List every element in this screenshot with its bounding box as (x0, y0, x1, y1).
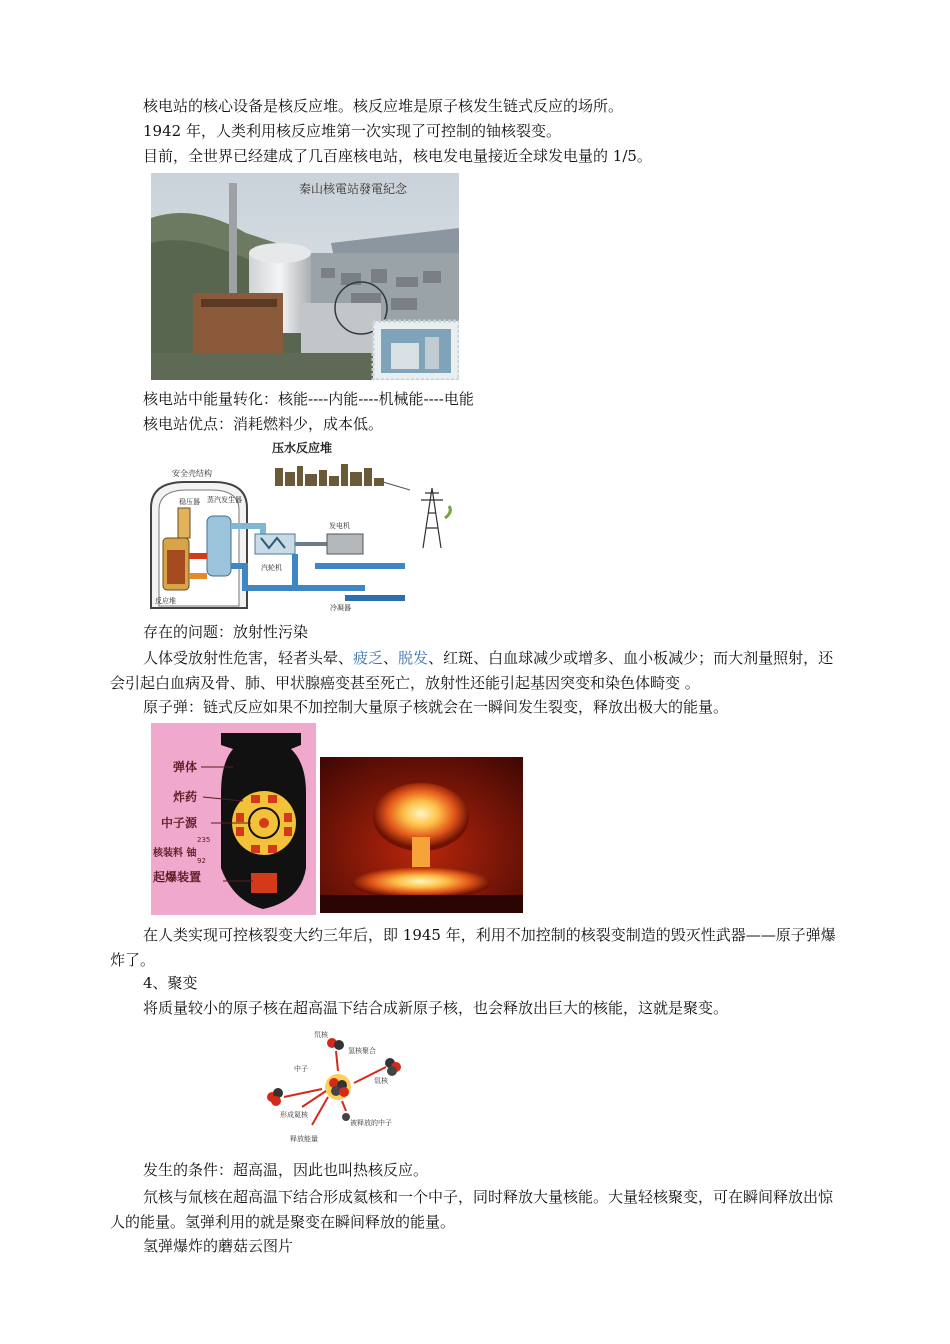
atomic-bomb-paragraph: 在人类实现可控核裂变大约三年后，即 1945 年，利用不加控制的核裂变制造的毁灭性武器——原子弹爆炸了。 (110, 926, 836, 969)
pwr-label-containment: 安全壳结构 (172, 469, 212, 478)
mushroom-cloud-photo (320, 757, 523, 913)
pwr-label-condenser: 冷凝器 (330, 604, 351, 612)
bomb-label-explosive: 炸药 (173, 790, 198, 804)
fusion-label-helium: 形成氦核 (280, 1111, 308, 1119)
radiation-keyword-fatigue[interactable]: 疲乏 (353, 649, 384, 667)
fusion-label-energy: 释放能量 (290, 1135, 318, 1143)
atomic-bomb-diagram (151, 723, 316, 915)
text-line-advantage: 核电站优点：消耗燃料少，成本低。 (143, 415, 384, 433)
text-line-fusion-condition: 发生的条件：超高温，因此也叫热核反应。 (143, 1161, 429, 1179)
photo-caption: 秦山核電站發電紀念 (299, 182, 408, 196)
fusion-paragraph: 氘核与氚核在超高温下结合形成氦核和一个中子，同时释放大量核能。大量轻核聚变，可在瞬间释放出惊人的能量。氢弹利用的就是聚变在瞬间释放的能量。 (110, 1188, 834, 1231)
text-line-reactor-core: 核电站的核心设备是核反应堆。核反应堆是原子核发生链式反应的场所。 (143, 97, 624, 115)
text-line-1942: 1942 年，人类利用核反应堆第一次实现了可控制的铀核裂变。 (143, 122, 561, 140)
text-line-energy-conversion: 核电站中能量转化：核能----内能----机械能----电能 (143, 390, 474, 408)
pwr-label-pressurizer: 稳压器 (179, 498, 200, 506)
bomb-mass-number: 235 (197, 836, 211, 844)
pwr-title: 压水反应堆 (272, 441, 333, 455)
fusion-label-tritium: 氚核 (374, 1077, 388, 1085)
text-line-problem: 存在的问题：放射性污染 (143, 623, 309, 641)
bomb-label-fuel: 核装料 铀 (153, 848, 197, 859)
bomb-label-detonator: 起爆装置 (153, 870, 202, 884)
fusion-label-neutron: 中子 (294, 1065, 308, 1073)
bomb-label-neutron-source: 中子源 (161, 816, 198, 830)
fusion-label-fusion: 氢核聚合 (348, 1047, 376, 1055)
text-line-atomic-bomb: 原子弹：链式反应如果不加控制大量原子核就会在一瞬间发生裂变，释放出极大的能量。 (143, 698, 729, 716)
pwr-label-turbine: 汽轮机 (261, 564, 282, 572)
bomb-label-body: 弹体 (173, 760, 198, 774)
radiation-paragraph (110, 646, 842, 695)
radiation-keyword-hair-loss[interactable]: 脱发 (398, 649, 429, 667)
fusion-diagram (262, 1025, 412, 1150)
text-line-fusion-definition: 将质量较小的原子核在超高温下结合成新原子核，也会释放出巨大的核能，这就是聚变。 (143, 999, 729, 1017)
pwr-label-steam-generator: 蒸汽发生器 (207, 496, 242, 504)
radiation-separator: 、 (383, 649, 399, 667)
radiation-text-2: 、红斑、白血球减少或增多、血小板减少；而大剂量照射，还会引起白血病及骨、肺、甲状腺癌变甚至死亡，放射性还能引起基因突变和染色体畸变 。 (110, 649, 834, 692)
pwr-diagram (145, 438, 457, 613)
pwr-label-generator: 发电机 (329, 522, 350, 530)
nuclear-plant-photo (151, 173, 459, 380)
fusion-label-deuterium: 氘核 (314, 1031, 328, 1039)
radiation-text-1: 人体受放射性危害，轻者头晕、 (143, 649, 354, 667)
fusion-label-released-neutron: 被释放的中子 (350, 1119, 392, 1127)
bomb-atomic-number: 92 (197, 857, 206, 865)
text-line-worldwide: 目前，全世界已经建成了几百座核电站，核电发电量接近全球发电量的 1/5。 (143, 147, 652, 165)
text-line-hbomb-caption: 氢弹爆炸的蘑菇云图片 (143, 1237, 294, 1255)
section-heading-fusion: 4、聚变 (143, 974, 198, 992)
pwr-label-reactor: 反应堆 (155, 597, 176, 605)
